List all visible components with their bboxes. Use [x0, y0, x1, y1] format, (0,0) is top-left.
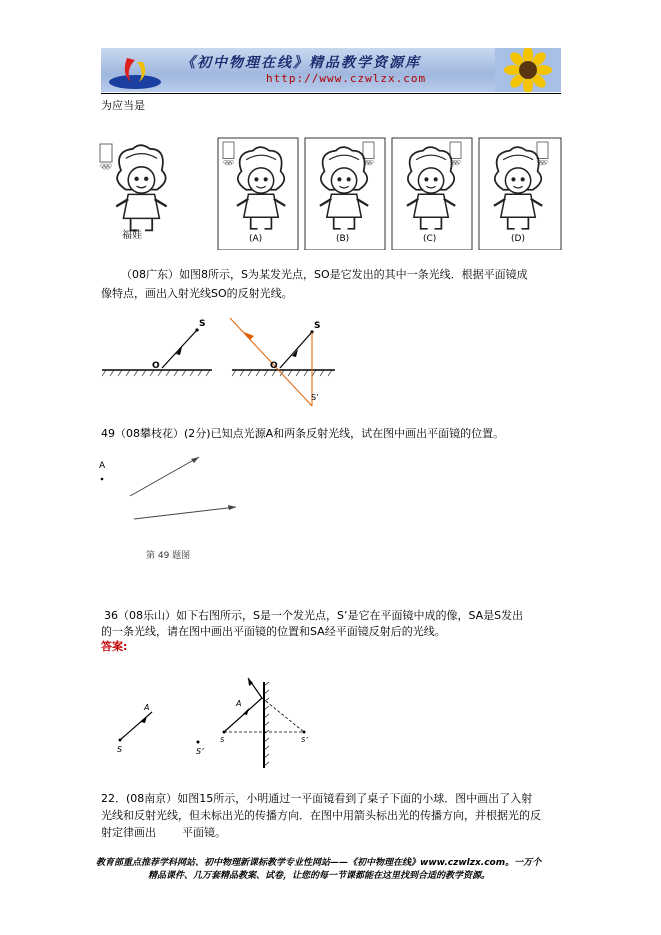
- q-guangdong-line1: （08广东）如图8所示，S为某发光点，SO是它发出的其中一条光线．根据平面镜成: [121, 268, 528, 281]
- intro-tail: 为应当是: [101, 99, 145, 112]
- svg-text:A: A: [99, 461, 106, 471]
- svg-text:S: S: [314, 321, 321, 331]
- svg-text:A: A: [144, 703, 150, 712]
- header-title: 《初中物理在线》精品教学资源库: [181, 55, 421, 71]
- fuwa-label-ref: 福娃: [122, 230, 142, 241]
- svg-text:A: A: [236, 699, 242, 708]
- svg-text:O: O: [270, 361, 278, 371]
- svg-text:S’: S’: [311, 393, 319, 402]
- fuwa-label-d: (D): [511, 234, 525, 244]
- fuwa-figure: [95, 130, 565, 250]
- fuwa-label-b: (B): [336, 234, 350, 244]
- q22-line3a: 射定律画出: [101, 826, 156, 839]
- svg-text:S’: S’: [301, 736, 308, 744]
- q49-text: 49（08攀枝花）(2分)已知点光源A和两条反射光线，试在图中画出平面镜的位置。: [101, 427, 505, 440]
- q36-line2: 的一条光线，请在图中画出平面镜的位置和SA经平面镜反射后的光线。: [101, 625, 446, 638]
- header-rule: [101, 93, 561, 94]
- logo-icon: [105, 52, 165, 90]
- footer-line1: 教育部重点推荐学科网站、初中物理新课标教学专业性网站——《初中物理在线》www.czwlzx.com。一万个: [96, 858, 542, 868]
- header-banner: [101, 48, 561, 92]
- q49-figure: [96, 452, 256, 567]
- fuwa-label-c: (C): [423, 234, 437, 244]
- header-url[interactable]: http://www.czwlzx.com: [266, 72, 427, 85]
- q49-caption: 第 49 题图: [146, 551, 191, 561]
- svg-text:S: S: [199, 319, 206, 329]
- q-guangdong-line2: 像特点，画出入射光线SO的反射光线。: [101, 287, 293, 300]
- q22-line3b: 平面镜。: [182, 826, 226, 839]
- q36-line1: 36（08乐山）如下右图所示，S是一个发光点，S’是它在平面镜中成的像，SA是S发出: [104, 609, 524, 622]
- svg-text:S: S: [220, 736, 225, 744]
- q36-figure: [108, 676, 320, 770]
- fuwa-label-a: (A): [249, 234, 263, 244]
- footer-line2: 精品课件、几万套精品教案、试卷，让您的每一节课都能在这里找到合适的教学资源。: [148, 871, 491, 881]
- q22-line1: 22．(08南京）如图15所示，小明通过一平面镜看到了桌子下面的小球．图中画出了入射: [101, 792, 533, 805]
- svg-text:O: O: [152, 361, 160, 371]
- svg-text:S’: S’: [196, 747, 204, 756]
- reflection-figure: [100, 312, 340, 407]
- fuwa-reference: [100, 144, 167, 230]
- sunflower-icon: [495, 48, 561, 92]
- q36-answer-label: 答案:: [101, 640, 128, 653]
- q22-line2: 光线和反射光线，但未标出光的传播方向．在图中用箭头标出光的传播方向，并根据光的反: [101, 809, 541, 822]
- svg-text:S: S: [117, 745, 123, 754]
